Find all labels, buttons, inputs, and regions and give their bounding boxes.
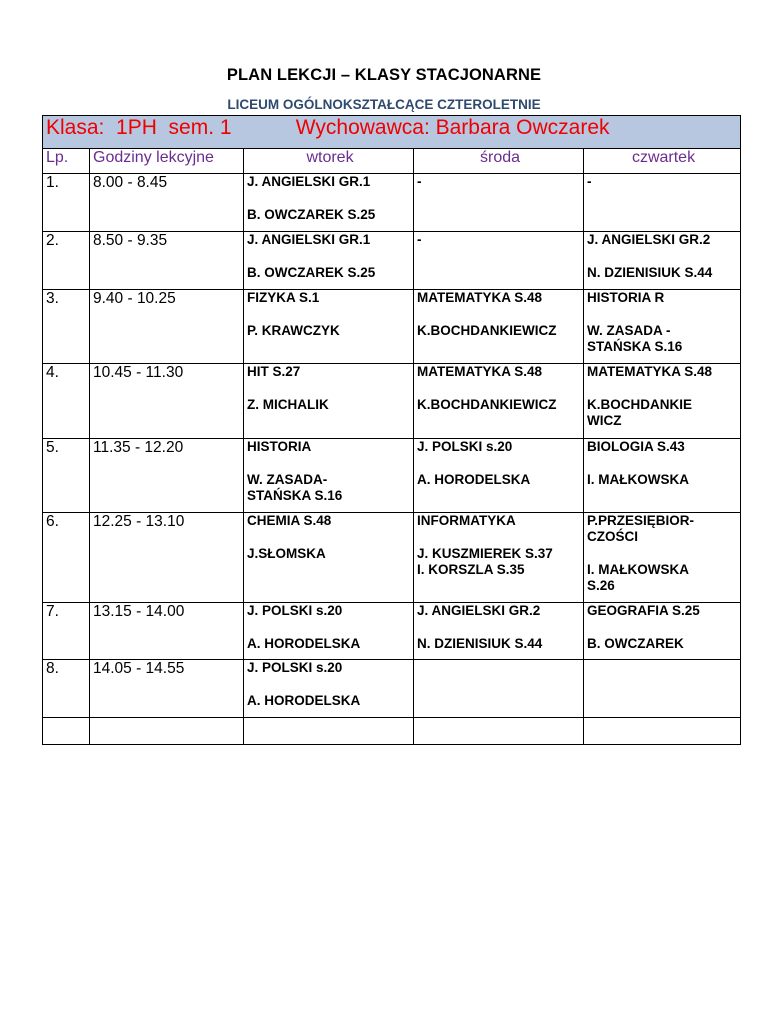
lesson-number: 4.: [43, 364, 90, 439]
header-hours: Godziny lekcyjne: [90, 149, 244, 174]
empty-cell: [244, 718, 414, 745]
lesson-number: 6.: [43, 513, 90, 603]
teacher-room-text: W. ZASADA- STAŃSKA S.16: [247, 472, 343, 503]
page-title: PLAN LEKCJI – KLASY STACJONARNE: [226, 66, 542, 84]
teacher-room-text: Z. MICHALIK: [247, 397, 329, 412]
lesson-cell-thursday: [584, 439, 741, 513]
lesson-cell-wednesday: [414, 660, 584, 718]
lesson-cell-thursday: [584, 174, 741, 232]
teacher-room-text: B. OWCZAREK: [587, 636, 684, 651]
schedule-table: [42, 115, 741, 745]
subject-text: BIOLOGIA S.43: [587, 439, 685, 454]
teacher-room-text: N. DZIENISIUK S.44: [587, 265, 713, 280]
class-banner: Klasa: 1PH sem. 1 Wychowawca: Barbara Owczarek: [43, 116, 741, 149]
lesson-time: 11.35 - 12.20: [90, 439, 244, 513]
teacher-room-text: B. OWCZAREK S.25: [247, 265, 376, 280]
lesson-cell-tuesday: [244, 290, 414, 364]
subject-text: P.PRZESIĘBIOR- CZOŚCI: [587, 513, 695, 544]
teacher-room-text: B. OWCZAREK S.25: [247, 207, 376, 222]
lesson-cell-wednesday: [414, 174, 584, 232]
lesson-cell-thursday: [584, 364, 741, 439]
subject-text: J. ANGIELSKI GR.2: [587, 232, 711, 247]
teacher-room-text: K.BOCHDANKIEWICZ: [417, 323, 557, 338]
lesson-cell-tuesday: [244, 364, 414, 439]
table-row: [43, 603, 741, 660]
table-row: [43, 439, 741, 513]
lesson-cell-thursday: [584, 603, 741, 660]
subject-text: J. ANGIELSKI GR.1: [247, 232, 371, 247]
subject-text: GEOGRAFIA S.25: [587, 603, 700, 618]
table-row: [43, 660, 741, 718]
subject-text: MATEMATYKA S.48: [417, 364, 543, 379]
lesson-cell-wednesday: [414, 513, 584, 603]
empty-cell: [584, 718, 741, 745]
lesson-cell-thursday: [584, 232, 741, 290]
empty-cell: [90, 718, 244, 745]
lesson-time: 14.05 - 14.55: [90, 660, 244, 718]
subject-text: INFORMATYKA: [417, 513, 516, 528]
lesson-cell-wednesday: [414, 603, 584, 660]
teacher-room-text: W. ZASADA - STAŃSKA S.16: [587, 323, 683, 354]
lesson-cell-tuesday: [244, 660, 414, 718]
header-wednesday: środa: [414, 149, 584, 174]
lesson-time: 9.40 - 10.25: [90, 290, 244, 364]
teacher-room-text: J.SŁOMSKA: [247, 546, 326, 561]
lesson-time: 8.00 - 8.45: [90, 174, 244, 232]
lesson-cell-tuesday: [244, 174, 414, 232]
header-thursday: czwartek: [584, 149, 741, 174]
lesson-cell-thursday: [584, 660, 741, 718]
subject-text: J. POLSKI s.20: [247, 660, 343, 675]
subject-text: -: [587, 174, 592, 189]
table-row: [43, 290, 741, 364]
teacher-room-text: I. MAŁKOWSKA: [587, 472, 689, 487]
lesson-time: 13.15 - 14.00: [90, 603, 244, 660]
subject-text: MATEMATYKA S.48: [417, 290, 543, 305]
lesson-number: 1.: [43, 174, 90, 232]
table-row: [43, 364, 741, 439]
school-subtitle: LICEUM OGÓLNOKSZTAŁCĄCE CZTEROLETNIE: [227, 97, 541, 112]
lesson-cell-wednesday: [414, 439, 584, 513]
lesson-cell-wednesday: [414, 232, 584, 290]
lesson-cell-tuesday: [244, 439, 414, 513]
teacher-room-text: A. HORODELSKA: [247, 693, 361, 708]
empty-cell: [43, 718, 90, 745]
subject-text: HIT S.27: [247, 364, 301, 379]
lesson-cell-thursday: [584, 513, 741, 603]
class-banner-row: [43, 116, 741, 149]
table-row: [43, 232, 741, 290]
header-tuesday: wtorek: [244, 149, 414, 174]
subject-text: CHEMIA S.48: [247, 513, 332, 528]
table-row: [43, 174, 741, 232]
lesson-cell-tuesday: [244, 232, 414, 290]
header-row: [43, 149, 741, 174]
empty-row: [43, 718, 741, 745]
lesson-cell-tuesday: [244, 603, 414, 660]
lesson-number: 2.: [43, 232, 90, 290]
subject-text: HISTORIA: [247, 439, 312, 454]
teacher-room-text: J. KUSZMIEREK S.37 I. KORSZLA S.35: [417, 546, 553, 577]
subject-text: HISTORIA R: [587, 290, 665, 305]
subject-text: J. ANGIELSKI GR.1: [247, 174, 371, 189]
subject-text: MATEMATYKA S.48: [587, 364, 713, 379]
lesson-time: 12.25 - 13.10: [90, 513, 244, 603]
subject-text: J. ANGIELSKI GR.2: [417, 603, 541, 618]
lesson-cell-thursday: [584, 290, 741, 364]
lesson-number: 7.: [43, 603, 90, 660]
lesson-time: 8.50 - 9.35: [90, 232, 244, 290]
teacher-room-text: P. KRAWCZYK: [247, 323, 340, 338]
teacher-room-text: K.BOCHDANKIE WICZ: [587, 397, 693, 428]
teacher-room-text: A. HORODELSKA: [247, 636, 361, 651]
lesson-number: 3.: [43, 290, 90, 364]
subject-text: -: [417, 232, 422, 247]
lesson-cell-wednesday: [414, 364, 584, 439]
table-row: [43, 513, 741, 603]
lesson-time: 10.45 - 11.30: [90, 364, 244, 439]
lesson-number: 8.: [43, 660, 90, 718]
lesson-cell-tuesday: [244, 513, 414, 603]
lesson-number: 5.: [43, 439, 90, 513]
empty-cell: [414, 718, 584, 745]
header-lp: Lp.: [43, 149, 90, 174]
subject-text: FIZYKA S.1: [247, 290, 320, 305]
lesson-cell-wednesday: [414, 290, 584, 364]
teacher-room-text: K.BOCHDANKIEWICZ: [417, 397, 557, 412]
subject-text: J. POLSKI s.20: [417, 439, 513, 454]
teacher-room-text: N. DZIENISIUK S.44: [417, 636, 543, 651]
subject-text: J. POLSKI s.20: [247, 603, 343, 618]
teacher-room-text: I. MAŁKOWSKA S.26: [587, 562, 689, 593]
teacher-room-text: A. HORODELSKA: [417, 472, 531, 487]
subject-text: -: [417, 174, 422, 189]
